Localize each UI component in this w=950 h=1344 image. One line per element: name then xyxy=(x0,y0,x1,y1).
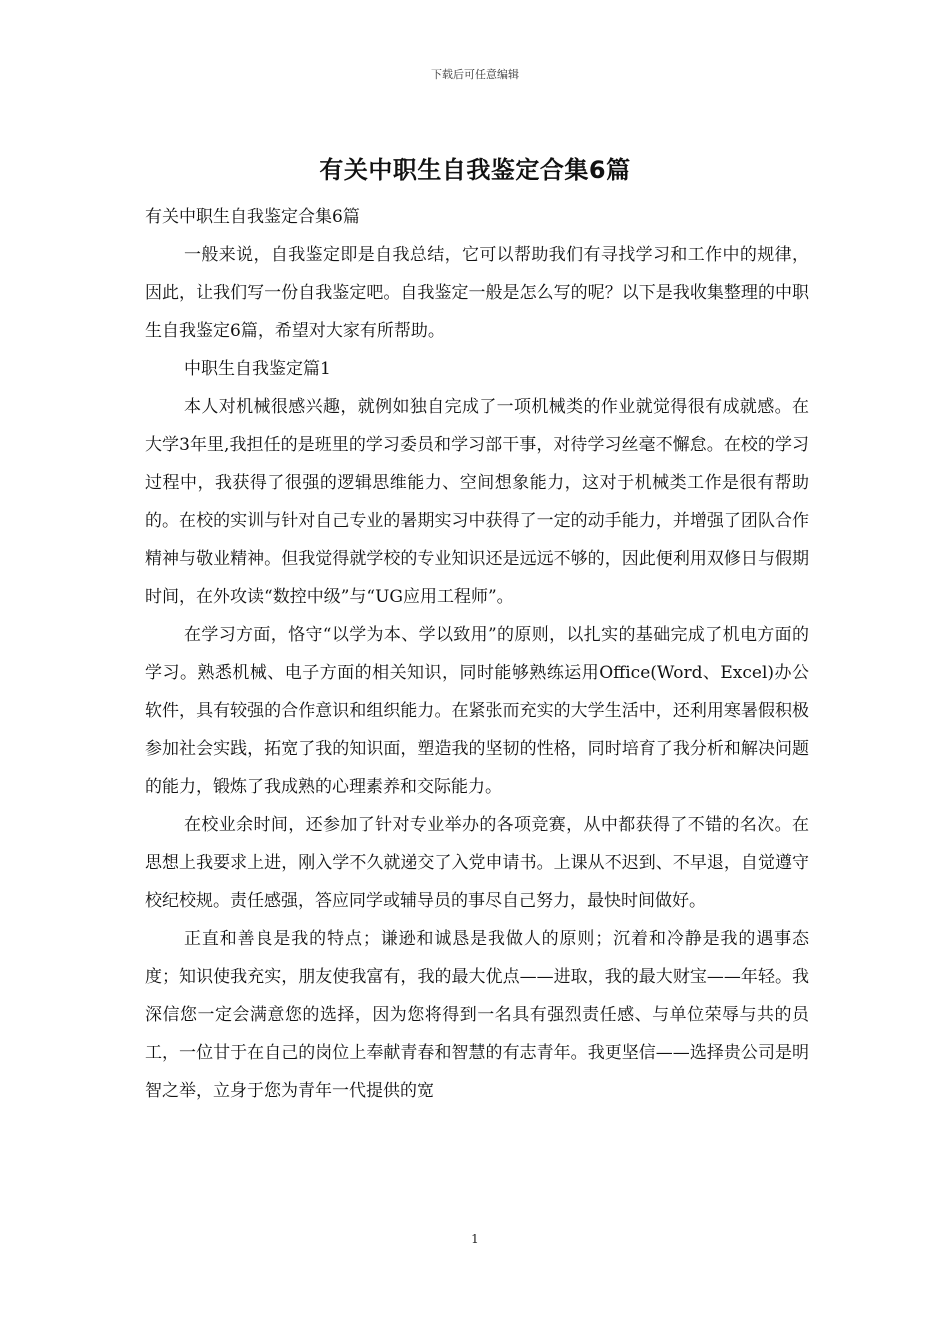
paragraph: 本人对机械很感兴趣，就例如独自完成了一项机械类的作业就觉得很有成就感。在大学3年里,我担任的是班里的学习委员和学习部干事，对待学习丝毫不懈怠。在校的学习过程中，我获得了很强的逻辑思维能力、空间想象能力，这对于机械类工作是很有帮助的。在校的实训与针对自己专业的暑期实习中获得了一定的动手能力，并增强了团队合作精神与敬业精神。但我觉得就学校的专业知识还是远远不够的，因此便利用双修日与假期时间，在外攻读“数控中级”与“UG应用工程师”。 xyxy=(145,397,809,607)
paragraph: 在学习方面，恪守“以学为本、学以致用”的原则，以扎实的基础完成了机电方面的学习。熟悉机械、电子方面的相关知识，同时能够熟练运用Office(Word、Excel)办公软件，具有较强的合作意识和组织能力。在紧张而充实的大学生活中，还利用寒暑假积极参加社会实践，拓宽了我的知识面，塑造我的坚韧的性格，同时培育了我分析和解决问题的能力，锻炼了我成熟的心理素养和交际能力。 xyxy=(145,625,809,797)
section-heading: 中职生自我鉴定篇1 xyxy=(184,359,331,379)
page-number: 1 xyxy=(471,1232,479,1246)
paragraph-intro: 一般来说，自我鉴定即是自我总结，它可以帮助我们有寻找学习和工作中的规律，因此，让我们写一份自我鉴定吧。自我鉴定一般是怎么写的呢？以下是我收集整理的中职生自我鉴定6篇，希望对大家有所帮助。 xyxy=(145,245,809,341)
paragraph: 在校业余时间，还参加了针对专业举办的各项竞赛，从中都获得了不错的名次。在思想上我要求上进，刚入学不久就递交了入党申请书。上课从不迟到、不早退，自觉遵守校纪校规。责任感强，答应同学或辅导员的事尽自己努力，最快时间做好。 xyxy=(145,815,809,911)
page-header-note: 下载后可任意编辑 xyxy=(431,68,519,81)
document-body xyxy=(145,198,809,1110)
paragraph: 正直和善良是我的特点；谦逊和诚恳是我做人的原则；沉着和冷静是我的遇事态度；知识使我充实，朋友使我富有，我的最大优点——进取，我的最大财宝——年轻。我深信您一定会满意您的选择，因为您将得到一名具有强烈责任感、与单位荣辱与共的员工，一位甘于在自己的岗位上奉献青春和智慧的有志青年。我更坚信——选择贵公司是明智之举，立身于您为青年一代提供的宽 xyxy=(145,929,809,1101)
document-subtitle: 有关中职生自我鉴定合集6篇 xyxy=(145,207,360,227)
document-title: 有关中职生自我鉴定合集6篇 xyxy=(319,156,631,184)
